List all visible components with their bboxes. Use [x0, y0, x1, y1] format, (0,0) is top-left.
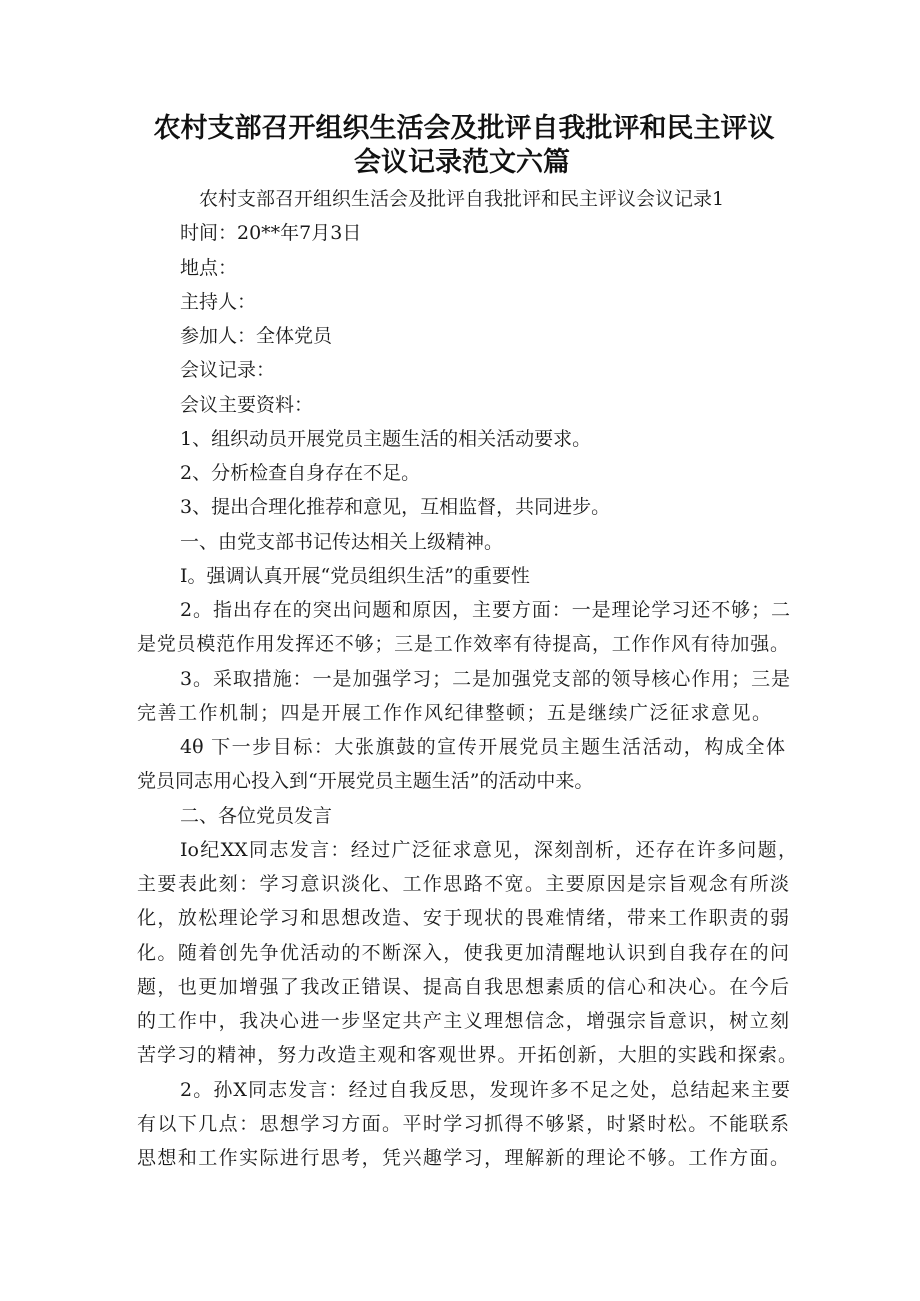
paragraph-line: 苦学习的精神，努力改造主观和客观世界。开拓创新，大胆的实践和探索。	[137, 1044, 797, 1066]
agenda-item-3: 3、提出合理化推荐和意见，互相监督，共同进步。	[180, 496, 611, 518]
paragraph-line: 的工作中，我决心进一步坚定共产主义理想信念，增强宗旨意识，树立刻	[137, 1010, 789, 1032]
paragraph-line: 主要表此刻：学习意识淡化、工作思路不宽。主要原因是宗旨观念有所淡	[137, 873, 789, 895]
paragraph-line: Io纪XX同志发言：经过广泛征求意见，深刻剖析，还存在许多问题，	[180, 839, 797, 861]
meeting-main-content-label: 会议主要资料：	[180, 394, 314, 416]
paragraph-line: I。强调认真开展“党员组织生活”的重要性	[180, 565, 530, 587]
meeting-record-label: 会议记录：	[180, 359, 276, 381]
paragraph-line: 题，也更加增强了我改正错误、提高自我思想素质的信心和决心。在今后	[137, 976, 789, 998]
paragraph-line: 2。孙X同志发言：经过自我反思，发现许多不足之处，总结起来主要	[180, 1079, 790, 1101]
paragraph-line: 4θ 下一步目标：大张旗鼓的宣传开展党员主题生活活动，构成全体	[180, 736, 785, 758]
paragraph-line: 有以下几点：思想学习方面。平时学习抓得不够紧，时紧时松。不能联系	[137, 1113, 789, 1135]
section-heading-1: 一、由党支部书记传达相关上级精神。	[180, 531, 504, 553]
meeting-attendees: 参加人：全体党员	[180, 325, 333, 347]
paragraph-line: 思想和工作实际进行思考，凭兴趣学习，理解新的理论不够。工作方面。	[137, 1147, 789, 1169]
record-heading: 农村支部召开组织生活会及批评自我批评和民主评议会议记录1	[199, 188, 725, 210]
meeting-time: 时间：20**年7月3日	[180, 222, 362, 244]
paragraph-line: 完善工作机制；四是开展工作作风纪律整顿；五是继续广泛征求意见。	[137, 702, 771, 724]
paragraph-line: 化，放松理论学习和思想改造、安于现状的畏难情绪，带来工作职责的弱	[137, 907, 789, 929]
paragraph-line: 是党员模范作用发挥还不够；三是工作效率有待提高，工作作风有待加强。	[137, 633, 789, 655]
agenda-item-1: 1、组织动员开展党员主题生活的相关活动要求。	[180, 428, 592, 450]
meeting-location: 地点：	[180, 257, 238, 279]
paragraph-line: 2。指出存在的突出问题和原因，主要方面：一是理论学习还不够；二	[180, 599, 790, 621]
document-title-line-2: 会议记录范文六篇	[354, 147, 570, 178]
document-title-line-1: 农村支部召开组织生活会及批评自我批评和民主评议	[153, 113, 775, 144]
paragraph-line: 化。随着创先争优活动的不断深入，使我更加清醒地认识到自我存在的问	[137, 942, 789, 964]
section-heading-2: 二、各位党员发言	[180, 805, 333, 827]
agenda-item-2: 2、分析检查自身存在不足。	[180, 462, 421, 484]
paragraph-line: 3。采取措施：一是加强学习；二是加强党支部的领导核心作用；三是	[180, 668, 790, 690]
paragraph-line: 党员同志用心投入到“开展党员主题生活”的活动中来。	[137, 770, 594, 792]
meeting-host: 主持人：	[180, 291, 257, 313]
